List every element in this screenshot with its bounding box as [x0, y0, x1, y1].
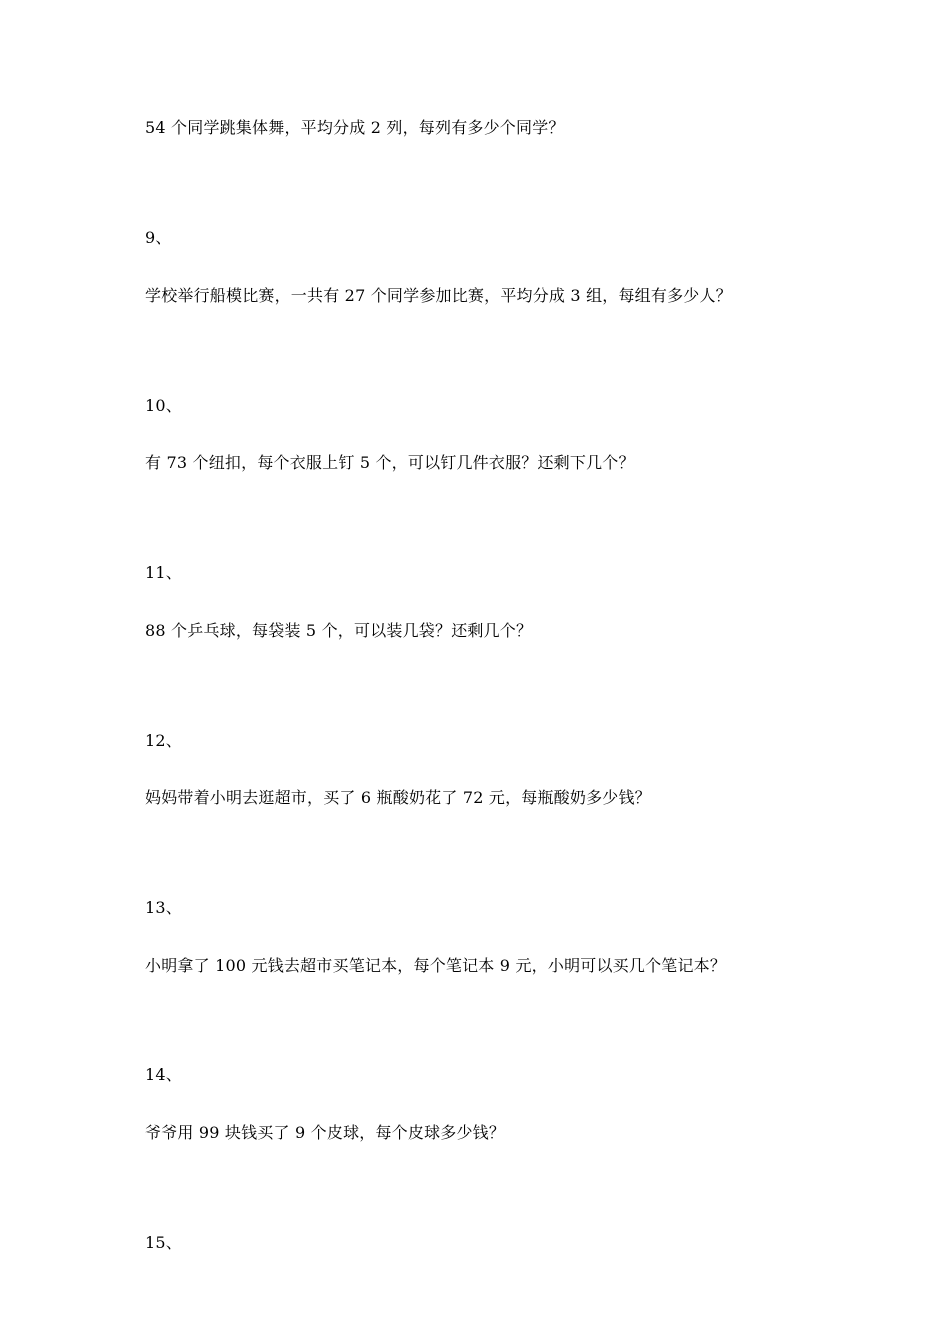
question-number-10: 10、 — [145, 396, 182, 415]
question-14-text: 爷爷用 99 块钱买了 9 个皮球，每个皮球多少钱？ — [145, 1123, 506, 1142]
question-number-13: 13、 — [145, 898, 182, 917]
question-10-text: 有 73 个纽扣，每个衣服上钉 5 个，可以钉几件衣服？还剩下几个？ — [145, 453, 635, 472]
question-number-15: 15、 — [145, 1233, 182, 1252]
question-number-11: 11、 — [145, 563, 182, 582]
question-13-text: 小明拿了 100 元钱去超市买笔记本，每个笔记本 9 元，小明可以买几个笔记本？ — [145, 956, 727, 975]
question-number-9: 9、 — [145, 228, 172, 247]
question-number-14: 14、 — [145, 1065, 182, 1084]
question-number-12: 12、 — [145, 731, 182, 750]
question-11-text: 88 个乒乓球，每袋装 5 个，可以装几袋？还剩几个？ — [145, 621, 533, 640]
question-9-text: 学校举行船模比赛，一共有 27 个同学参加比赛，平均分成 3 组，每组有多少人？ — [145, 286, 732, 305]
question-8-text: 54 个同学跳集体舞，平均分成 2 列，每列有多少个同学？ — [145, 118, 565, 137]
question-12-text: 妈妈带着小明去逛超市，买了 6 瓶酸奶花了 72 元，每瓶酸奶多少钱？ — [145, 788, 651, 807]
